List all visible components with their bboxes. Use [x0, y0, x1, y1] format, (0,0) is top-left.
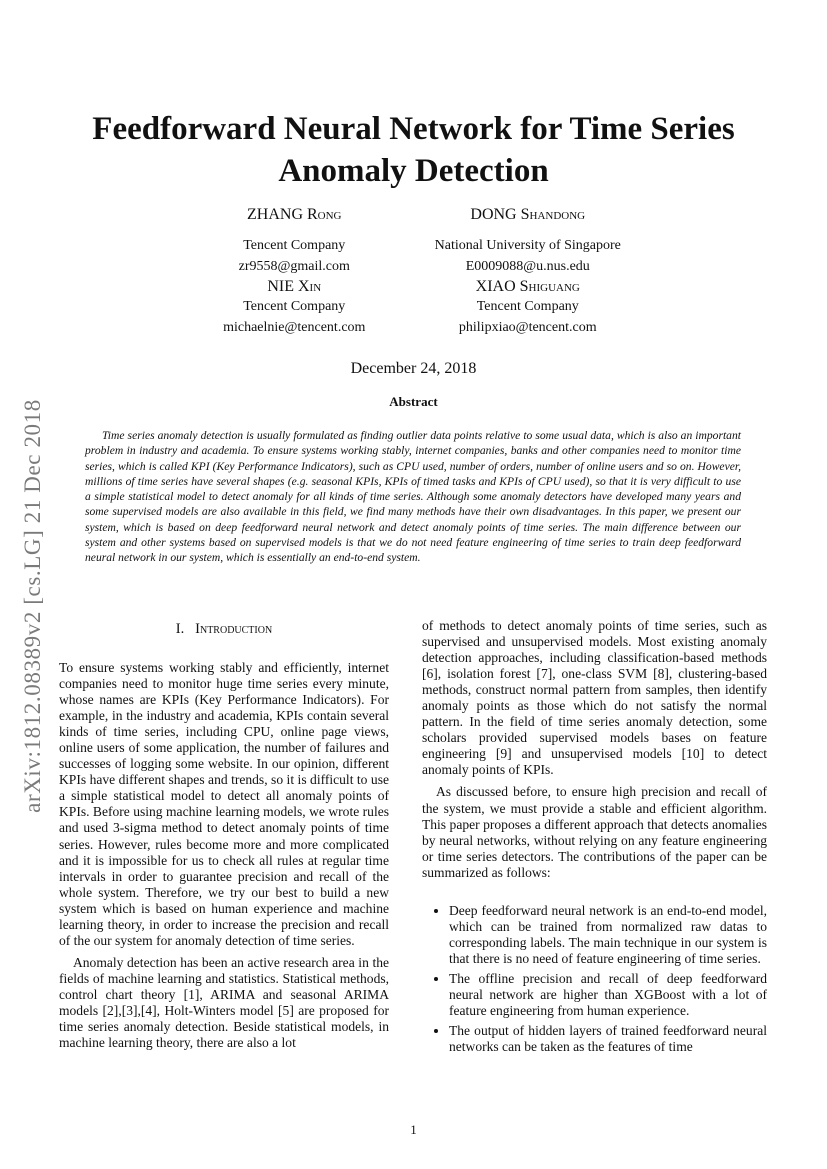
list-item: • The offline precision and recall of deep feedforward neural network are higher than XGBoost with a lot of feature engineering from human experience. [449, 971, 767, 1019]
author-surname: XIAO [475, 278, 516, 295]
author-email: E0009088@u.nus.edu [465, 258, 590, 274]
author-surname: DONG [470, 206, 517, 223]
list-item: • Deep feedforward neural network is an end-to-end model, which can be trained from normalized raw datas to corresponding labels. The main technique in our system is that there is no need of feature engineering of time series. [449, 903, 767, 967]
author-surname: ZHANG [247, 206, 303, 223]
section-number: I. [175, 621, 185, 637]
author-affiliation: Tencent Company [476, 299, 579, 314]
author-affiliation: Tencent Company [243, 299, 346, 314]
author-name-nie [180, 277, 409, 297]
author-email: zr9558@gmail.com [238, 258, 350, 274]
section-heading-introduction [59, 620, 389, 638]
paragraph: To ensure systems working stably and efficiently, internet companies need to monitor huge time series every minute, whose names are KPIs (Key Performance Indicators). For example, in the industry and academia, KPIs contain several kinds of time series, including CPU, online page views, online users of some application, the number of failures and successes of logging some website. In our opinion, different KPIs have different shapes and trends, so it is difficult to use a simple statistical model to detect all anomaly points of KPIs. Before using machine learning models, we wrote rules and used 3-sigma method to detect anomaly points of time series. However, rules become more and more complicated and it is impossible for us to check all rules at regular time intervals in order to guarantee precision and recall of the whole system. Therefore, we try our best to build a new system which is based on human experience and machine learning theory, in order to increase the precision and recall of the our system for anomaly detection of time series. [59, 660, 389, 948]
body-column-right [422, 618, 767, 1059]
author-given-name: Rong [307, 206, 342, 223]
paragraph: As discussed before, to ensure high precision and recall of the system, we must provide a stable and efficient algorithm. This paper proposes a different approach that detects anomalies by neural networks, without relying on any feature engineering or time series detectors. The contributions of the paper can be summarized as follows: [422, 784, 767, 880]
author-given-name: Shandong [520, 206, 586, 223]
author-name-xiao [409, 277, 647, 297]
list-item: • The output of hidden layers of trained feedforward neural networks can be taken as the features of time [449, 1023, 767, 1055]
author-name-dong [409, 205, 647, 225]
arxiv-identifier-text: arXiv:1812.08389v2 [cs.LG] 21 Dec 2018 [20, 399, 46, 813]
author-column-right [409, 205, 647, 338]
author-given-name: Shiguang [519, 278, 580, 295]
arxiv-identifier-stamp [11, 358, 55, 854]
author-given-name: Xin [298, 278, 322, 295]
paper-title: Feedforward Neural Network for Time Series Anomaly Detection [92, 111, 735, 189]
author-affiliation: Tencent Company [243, 238, 346, 253]
abstract-text: Time series anomaly detection is usually formulated as finding outlier data points relative to some usual data, which is also an important problem in industry and academia. To ensure systems working stably, internet companies, banks and other companies need to monitor time series, which is called KPI (Key Performance Indicators), such as CPU used, number of orders, number of online users and so on. However, millions of time series have several shapes (e.g. seasonal KPIs, KPIs of timed tasks and KPIs of CPU used), so that it is very difficult to use a simple statistical model to detect anomaly for all kinds of time series. Although some anomaly detectors have developed many years and some supervised models are also available in this field, we find many methods have their own disadvantages. In this paper, we present our system, which is based on deep feedforward neural network and detect anomaly points of time series. The main difference between our system and other systems based on supervised models is that we do not need feature engineering of time series to train deep feedforward neural network in our system, which is essentially an end-to-end system. [85, 429, 741, 565]
abstract-heading: Abstract [389, 394, 438, 409]
body-column-left [59, 618, 389, 1057]
author-name-zhang [180, 205, 409, 225]
page-number: 1 [410, 1122, 417, 1137]
author-affiliation: National University of Singapore [434, 238, 621, 253]
author-column-left [180, 205, 409, 338]
paragraph: Anomaly detection has been an active research area in the fields of machine learning and statistics. Statistical methods, control chart theory [1], ARIMA and seasonal ARIMA models [2],[3],[4], Holt-Winters model [5] are proposed for time series anomaly detection. Beside statistical models, in machine learning theory, there are also a lot [59, 954, 389, 1051]
section-title: Introduction [195, 621, 273, 637]
author-surname: NIE [267, 278, 294, 295]
contributions-list [422, 903, 767, 1055]
publication-date: December 24, 2018 [350, 360, 477, 377]
author-block [180, 205, 647, 338]
paragraph: of methods to detect anomaly points of time series, such as supervised and unsupervised models. Most existing anomaly detection approaches, including classification-based methods [6], isolation forest [7], one-class SVM [8], clustering-based methods, construct normal pattern from samples, then identify anomaly points as those which do not satisfy the normal pattern. In the field of time series anomaly detection, some scholars provided supervised models bases on feature engineering [9] and unsupervised models [10] to detect anomaly points of KPIs. [422, 618, 767, 778]
author-email: philipxiao@tencent.com [458, 319, 597, 335]
author-email: michaelnie@tencent.com [223, 319, 366, 335]
